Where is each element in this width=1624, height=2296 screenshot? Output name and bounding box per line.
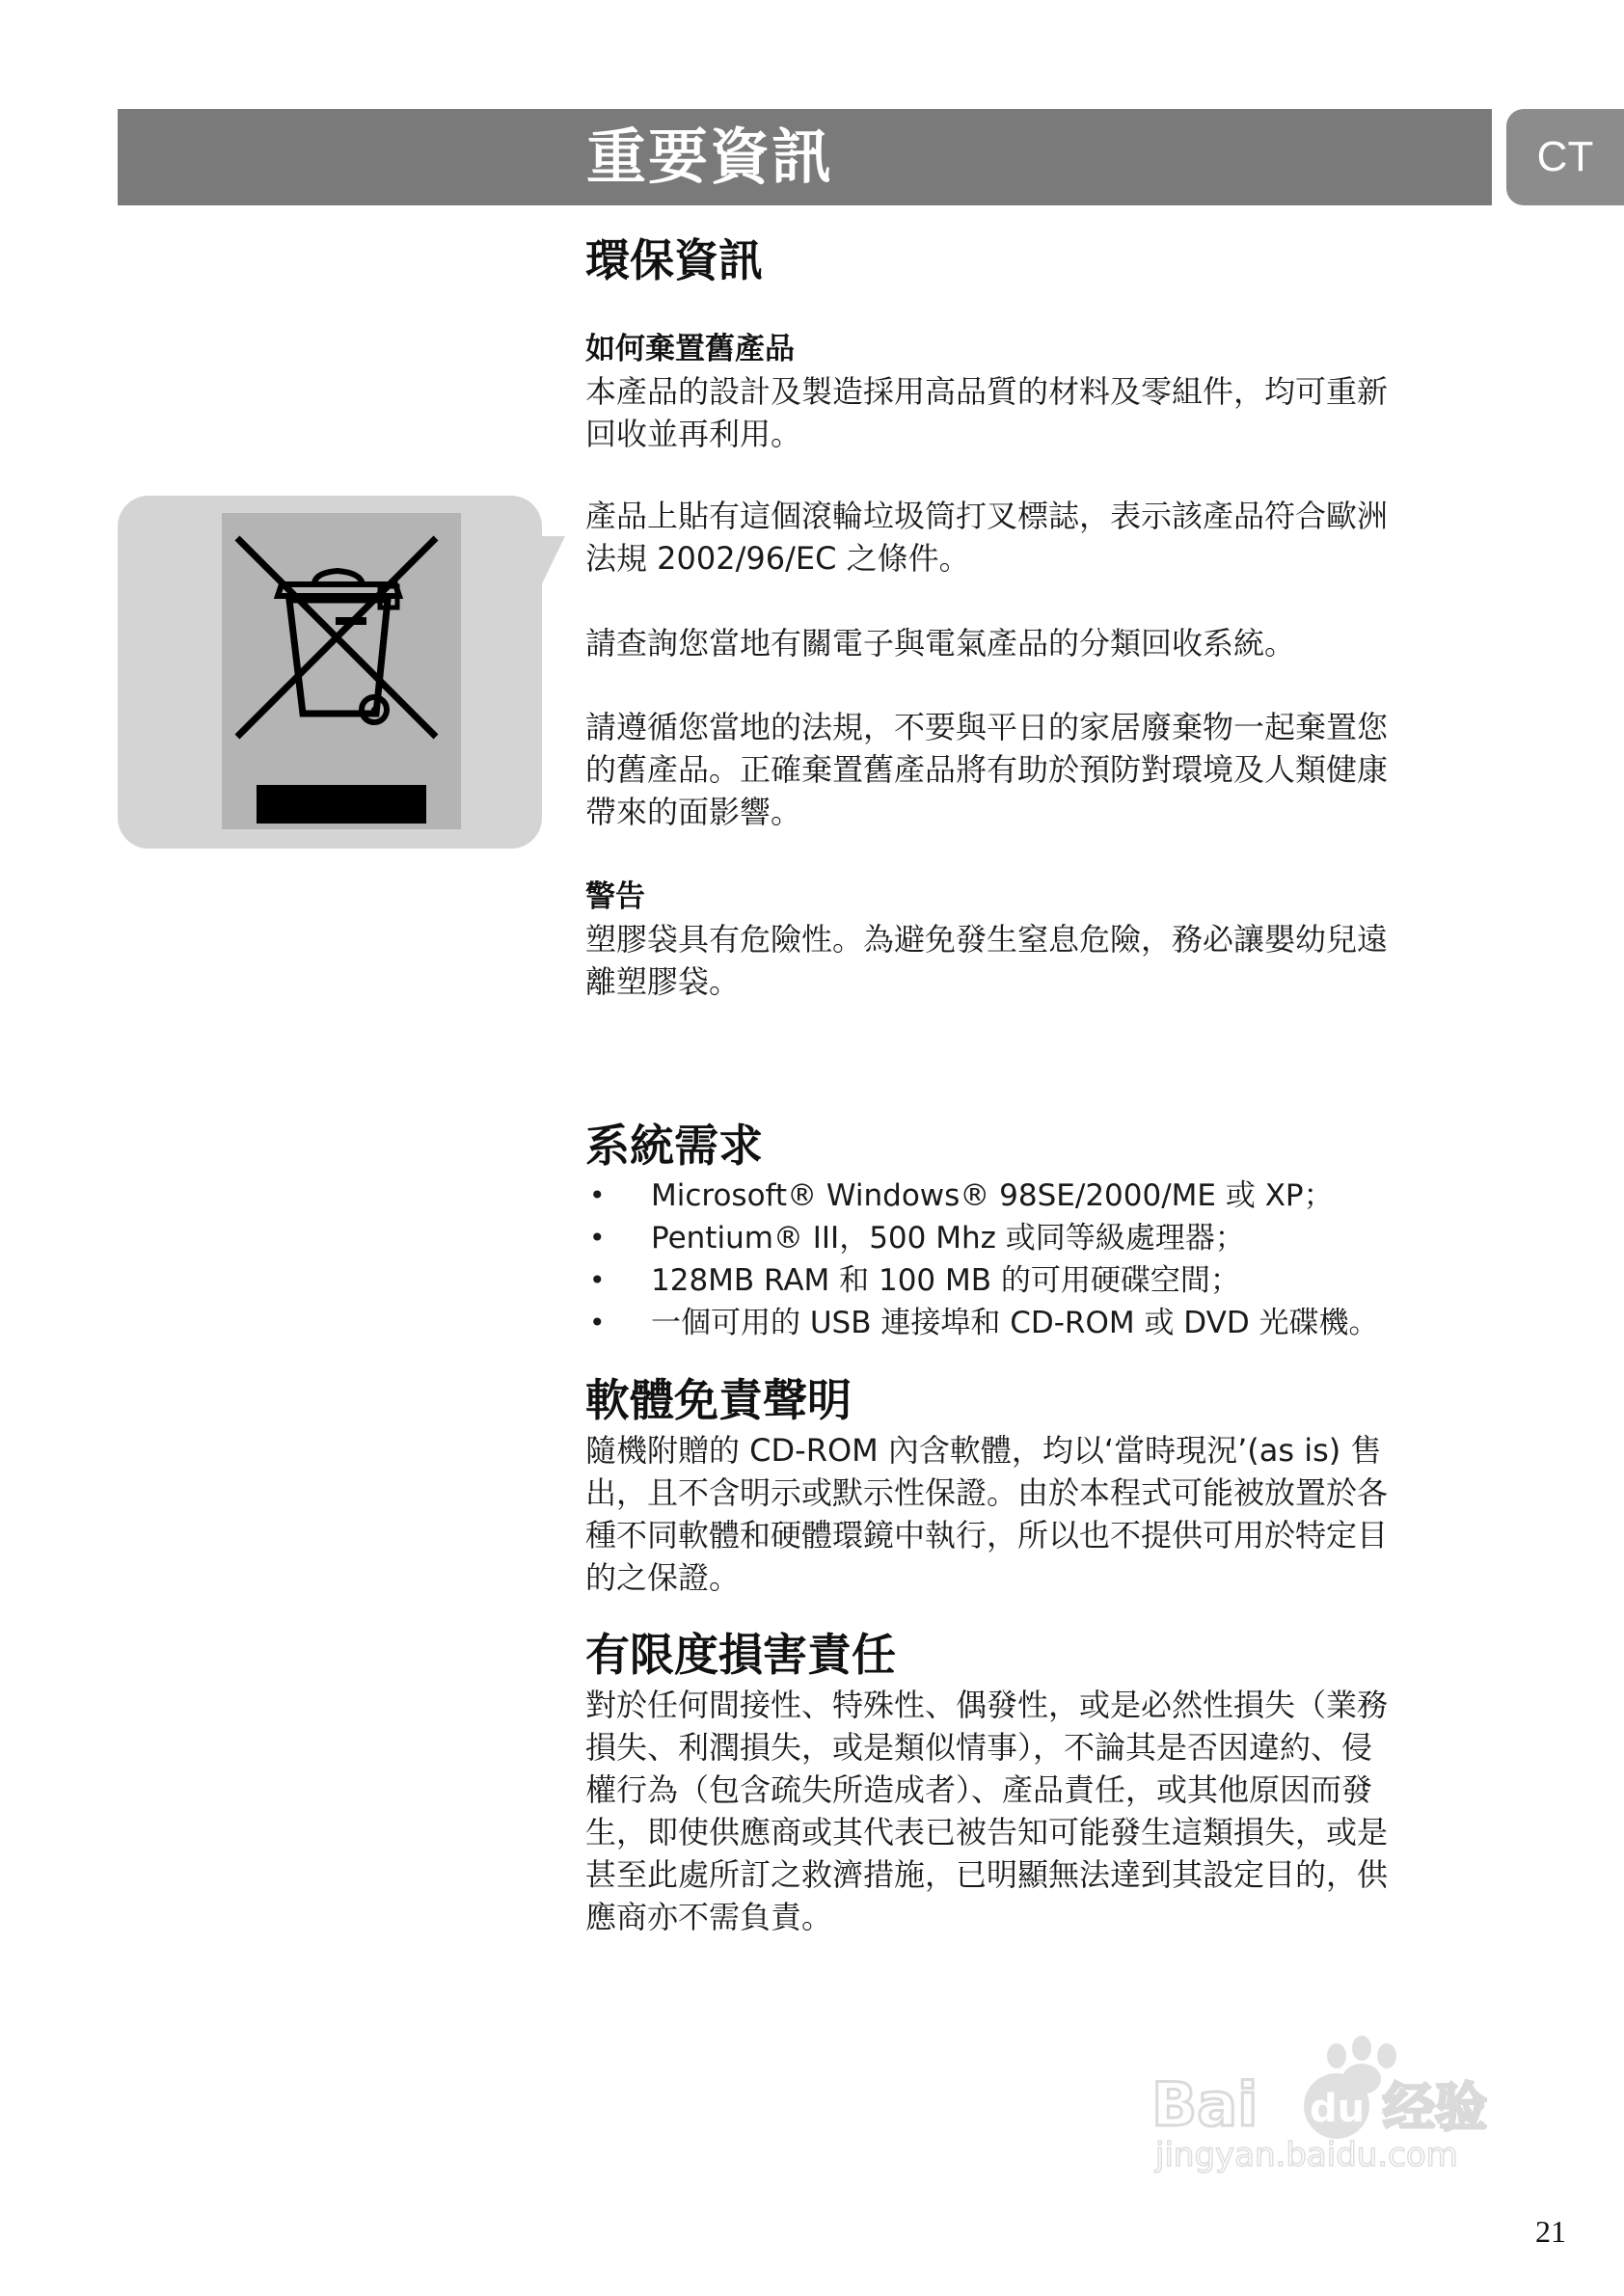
system-requirements-heading: 系統需求	[585, 1120, 763, 1172]
warning-paragraph: 塑膠袋具有危險性。為避免發生窒息危險，務必讓嬰幼兒遠 離塑膠袋。	[585, 921, 1389, 1000]
warning-subheading: 警告	[585, 879, 645, 914]
crossed-out-wheelie-bin-icon	[222, 513, 461, 829]
disposal-paragraph-4: 請遵循您當地的法規，不要與平日的家居廢棄物一起棄置您 的舊產品。正確棄置舊產品將有助於預防對環境及人類健康 帶來的面影響。	[585, 709, 1389, 830]
list-item: • 128MB RAM 和 100 MB 的可用硬碟空間；	[589, 1263, 1240, 1298]
disposal-paragraph-3-block	[585, 622, 1497, 664]
svg-text:jingyan.baidu.com: jingyan.baidu.com	[1155, 2136, 1458, 2174]
disposal-paragraph-3: 請查詢您當地有關電子與電氣產品的分類回收系統。	[585, 625, 1296, 662]
page-title: 重要資訊	[586, 122, 834, 192]
disposal-paragraph-2: 產品上貼有這個滾輪垃圾筒打叉標誌，表示該產品符合歐洲 法規 2002/96/EC 之條件。	[585, 498, 1389, 577]
software-disclaimer-heading: 軟體免責聲明	[585, 1374, 852, 1426]
language-tab: CT	[1506, 109, 1624, 205]
disposal-paragraph-4-block	[585, 706, 1497, 833]
svg-text:经验: 经验	[1383, 2077, 1487, 2138]
disposal-paragraph-2-block	[585, 495, 1497, 580]
baidu-watermark-logo	[1148, 2029, 1514, 2174]
limited-liability-heading: 有限度損害責任	[585, 1629, 896, 1681]
environment-heading: 環保資訊	[585, 234, 763, 286]
list-item: • 一個可用的 USB 連接埠和 CD-ROM 或 DVD 光碟機。	[589, 1306, 1379, 1340]
disposal-subheading: 如何棄置舊產品	[585, 332, 795, 366]
callout-pointer	[532, 536, 565, 604]
disposal-paragraph-1: 本產品的設計及製造採用高品質的材料及零組件，均可重新 回收並再利用。	[585, 373, 1389, 452]
list-item: • Microsoft® Windows® 98SE/2000/ME 或 XP；	[589, 1178, 1334, 1213]
limited-liability-section	[585, 1626, 1497, 1938]
page-number: 21	[1535, 2214, 1566, 2249]
software-disclaimer-section	[585, 1371, 1497, 1599]
warning-block	[585, 876, 1497, 1003]
svg-text:Bai: Bai	[1151, 2069, 1259, 2140]
requirements-list	[585, 1175, 1497, 1344]
disposal-block	[585, 328, 1497, 455]
list-item: • Pentium® III，500 Mhz 或同等級處理器；	[589, 1221, 1245, 1256]
system-requirements-section	[585, 1117, 1497, 1344]
software-disclaimer-paragraph: 隨機附贈的 CD-ROM 內含軟體，均以‘當時現況’(as is) 售 出，且不含明示或默示性保證。由於本程式可能被放置於各 種不同軟體和硬體環鏡中執行，所以也不提供可用於特定目 的之保證。	[585, 1432, 1389, 1596]
environment-section	[585, 231, 1497, 289]
limited-liability-paragraph: 對於任何間接性、特殊性、偶發性，或是必然性損失（業務 損失、利潤損失，或是類似情事），不論其是否因違約、侵 權行為（包含疏失所造成者）、產品責任，或其他原因而發 生，即使供應商或其代表已被告知可能發生這類損失，或是 甚至此處所訂之救濟措施，已明顯無法達到其設定目的，供 應商亦不需負責。	[585, 1687, 1389, 1935]
svg-text:du: du	[1310, 2087, 1366, 2131]
